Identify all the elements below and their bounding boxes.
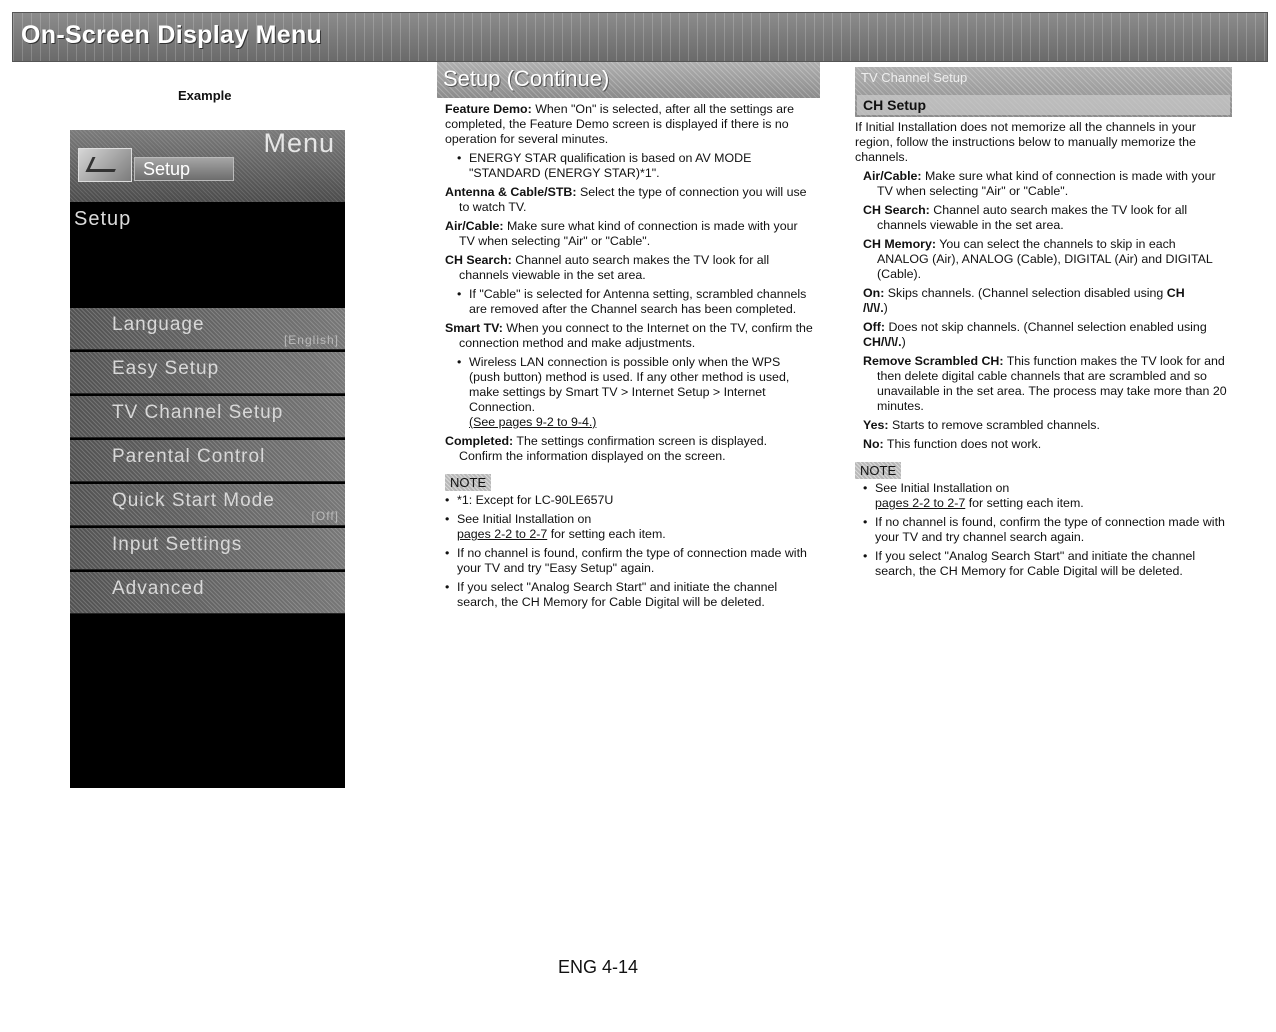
term: Yes: xyxy=(863,418,889,432)
ch-updown-symbol: /\/\/. xyxy=(863,301,884,315)
description: Does not skip channels. (Channel selection enabled using xyxy=(888,320,1207,334)
menu-item-label: Quick Start Mode xyxy=(112,490,275,511)
subsection-title: CH Setup xyxy=(857,95,1230,115)
section-title: TV Channel Setup xyxy=(861,70,968,85)
note-item: • If no channel is found, confirm the type of connection made with your TV and try channel search again. xyxy=(863,515,1230,545)
intro-paragraph: If Initial Installation does not memorize all the channels in your region, follow the instructions below to manually memorize the channels. xyxy=(855,120,1196,164)
description: ) xyxy=(883,301,888,315)
menu-item-parental-control[interactable] xyxy=(70,440,345,482)
term: Air/Cable: xyxy=(863,169,922,183)
setup-continue-column xyxy=(445,102,813,614)
page-banner xyxy=(12,12,1268,62)
antenna-paragraph xyxy=(445,185,813,215)
tv-channel-setup-header xyxy=(855,67,1232,117)
menu-item-label: Advanced xyxy=(112,578,205,599)
description: This function makes the TV look for and then delete digital cable channels that are scrambled and so unavailable in the set area. The process may take more than 20 minutes. xyxy=(877,354,1227,413)
note-item: • If no channel is found, confirm the type of connection made with your TV and try "Easy Setup" again. xyxy=(445,546,813,576)
chmemory-paragraph xyxy=(863,237,1230,282)
bullet: • ENERGY STAR qualification is based on AV MODE "STANDARD (ENERGY STAR)*1". xyxy=(445,151,813,181)
description: Select the type of connection you will use to watch TV. xyxy=(459,185,807,214)
term: On: xyxy=(863,286,885,300)
setup-icon xyxy=(78,148,132,182)
ch-label: CH xyxy=(1166,286,1185,300)
section-title: Setup (Continue) xyxy=(443,66,610,91)
aircable-paragraph xyxy=(863,169,1230,199)
page-link[interactable]: pages 2-2 to 2-7 xyxy=(457,527,548,541)
off-paragraph xyxy=(863,320,1230,350)
note-text: See Initial Installation on xyxy=(457,512,592,526)
description: The settings confirmation screen is displayed. Confirm the information displayed on the screen. xyxy=(459,434,768,463)
description: You can select the channels to skip in each ANALOG (Air), ANALOG (Cable), DIGITAL (Air) and DIGITAL (Cable). xyxy=(877,237,1213,281)
tv-menu-title: Menu xyxy=(263,128,335,158)
menu-item-easy-setup[interactable] xyxy=(70,352,345,394)
on-paragraph xyxy=(863,286,1230,316)
menu-item-label: Easy Setup xyxy=(112,358,220,379)
yes-paragraph xyxy=(863,418,1230,433)
tv-menu-screen xyxy=(70,130,345,788)
note-badge: NOTE xyxy=(855,462,901,479)
description: When "On" is selected, after all the settings are completed, the Feature Demo screen is displayed if there is no operation for several minutes. xyxy=(445,102,795,146)
page-link[interactable]: (See pages 9-2 to 9-4.) xyxy=(469,415,597,429)
setup-continue-header xyxy=(437,62,820,98)
completed-paragraph xyxy=(445,434,813,464)
tab-setup[interactable]: Setup xyxy=(134,157,234,181)
bullet-text: Wireless LAN connection is possible only when the WPS (push button) method is used. If any other method is used, make settings by Smart TV > Internet Setup > Internet Connection. xyxy=(469,355,790,414)
menu-item-label: Input Settings xyxy=(112,534,243,555)
smarttv-paragraph xyxy=(445,321,813,351)
note-badge: NOTE xyxy=(445,474,491,491)
example-label: Example xyxy=(178,88,232,103)
bullet: • If "Cable" is selected for Antenna setting, scrambled channels are removed after the Channel search has been completed. xyxy=(445,287,813,317)
menu-item-label: Language xyxy=(112,314,205,335)
term: Off: xyxy=(863,320,886,334)
menu-item-label: TV Channel Setup xyxy=(112,402,284,423)
note-item: • *1: Except for LC-90LE657U xyxy=(445,493,813,508)
description: This function does not work. xyxy=(886,437,1042,451)
page-link[interactable]: pages 2-2 to 2-7 xyxy=(875,496,966,510)
description: Starts to remove scrambled channels. xyxy=(891,418,1100,432)
menu-item-advanced[interactable] xyxy=(70,572,345,614)
description: Make sure what kind of connection is made with your TV when selecting "Air" or "Cable". xyxy=(877,169,1216,198)
note-text: for setting each item. xyxy=(965,496,1084,510)
note-item: • If you select "Analog Search Start" and initiate the channel search, the CH Memory for Cable Digital will be deleted. xyxy=(863,549,1230,579)
term: CH Search: xyxy=(445,253,512,267)
menu-item-input-settings[interactable] xyxy=(70,528,345,570)
ch-updown-symbol: CH/\/\/. xyxy=(863,335,902,349)
aircable-paragraph xyxy=(445,219,813,249)
chsearch-paragraph xyxy=(863,203,1230,233)
banner-title: On-Screen Display Menu xyxy=(21,21,323,49)
term: Feature Demo: xyxy=(445,102,532,116)
no-paragraph xyxy=(863,437,1230,452)
tv-channel-setup-column xyxy=(855,120,1230,583)
term: No: xyxy=(863,437,884,451)
page-number: ENG 4-14 xyxy=(558,957,639,977)
note-item xyxy=(445,512,813,542)
bullet xyxy=(445,355,813,430)
term: Air/Cable: xyxy=(445,219,504,233)
term: Antenna & Cable/STB: xyxy=(445,185,577,199)
feature-demo-paragraph xyxy=(445,102,813,147)
tv-menu-header xyxy=(70,130,345,202)
note-item: • If you select "Analog Search Start" and initiate the channel search, the CH Memory for Cable Digital will be deleted. xyxy=(445,580,813,610)
menu-item-tv-channel-setup[interactable] xyxy=(70,396,345,438)
description: Skips channels. (Channel selection disabled using xyxy=(887,286,1164,300)
menu-item-value: [English] xyxy=(283,333,339,347)
note-item xyxy=(863,481,1230,511)
term: CH Search: xyxy=(863,203,930,217)
term: Completed: xyxy=(445,434,514,448)
menu-item-quick-start-mode[interactable] xyxy=(70,484,345,526)
term: Remove Scrambled CH: xyxy=(863,354,1004,368)
description: Channel auto search makes the TV look for all channels viewable in the set area. xyxy=(459,253,770,282)
term: Smart TV: xyxy=(445,321,503,335)
menu-item-language[interactable] xyxy=(70,308,345,350)
menu-item-label: Parental Control xyxy=(112,446,266,467)
note-text: See Initial Installation on xyxy=(875,481,1010,495)
tv-menu-subtitle: Setup xyxy=(74,208,132,230)
term: CH Memory: xyxy=(863,237,936,251)
tv-menu-list xyxy=(70,308,345,616)
description: Channel auto search makes the TV look for all channels viewable in the set area. xyxy=(877,203,1188,232)
chsearch-paragraph xyxy=(445,253,813,283)
menu-item-value: [Off] xyxy=(311,509,339,523)
description: When you connect to the Internet on the TV, confirm the connection method and make adjustments. xyxy=(459,321,813,350)
remove-scrambled-paragraph xyxy=(863,354,1230,414)
description: Make sure what kind of connection is made with your TV when selecting "Air" or "Cable". xyxy=(459,219,798,248)
note-text: for setting each item. xyxy=(547,527,666,541)
description: ) xyxy=(901,335,906,349)
